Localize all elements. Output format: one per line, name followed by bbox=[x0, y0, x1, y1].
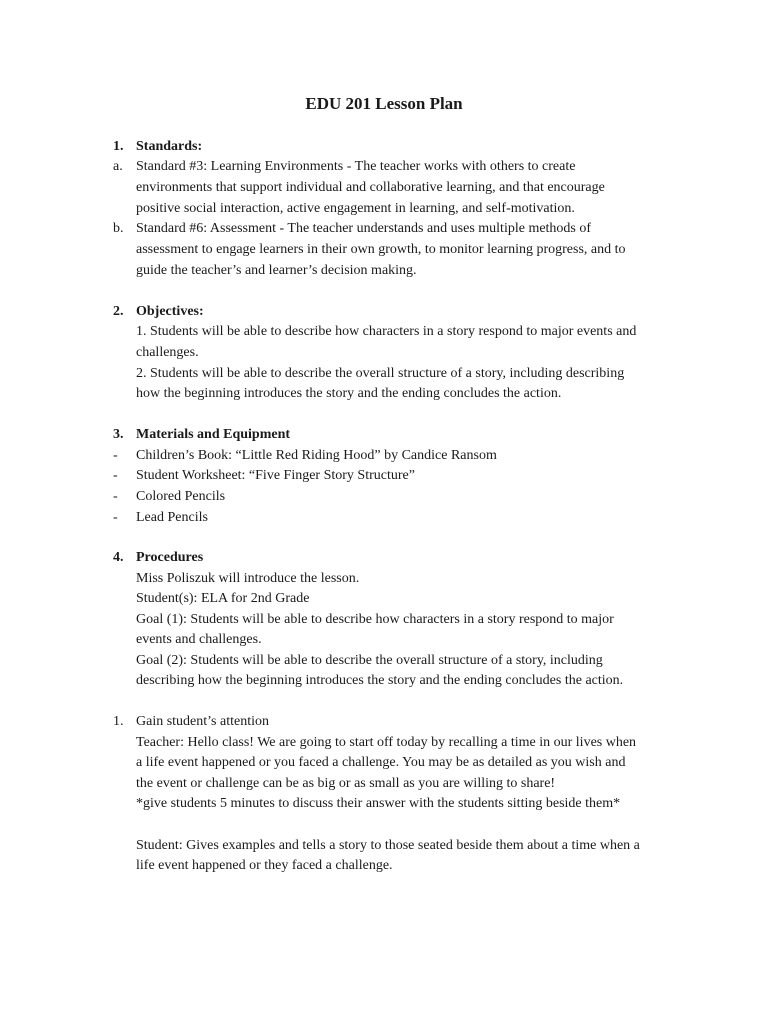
material-bullet: - bbox=[113, 510, 118, 525]
material-item: Children’s Book: “Little Red Riding Hood” by Candice Ransom bbox=[136, 448, 497, 463]
standard-a-line: positive social interaction, active engagement in learning, and self-motivation. bbox=[136, 201, 575, 216]
procedure-line: Goal (1): Students will be able to describe how characters in a story respond to major bbox=[136, 612, 614, 627]
section-number-procedures: 4. bbox=[113, 550, 124, 565]
standard-b-line: guide the teacher’s and learner’s decision making. bbox=[136, 263, 417, 278]
material-bullet: - bbox=[113, 448, 118, 463]
step-line: *give students 5 minutes to discuss their answer with the students sitting beside them* bbox=[136, 796, 621, 811]
section-heading-materials: Materials and Equipment bbox=[136, 427, 291, 442]
section-number-objectives: 2. bbox=[113, 304, 124, 319]
objective-line: how the beginning introduces the story and the ending concludes the action. bbox=[136, 386, 562, 401]
student-response-line: life event happened or they faced a challenge. bbox=[136, 858, 393, 873]
material-bullet: - bbox=[113, 468, 118, 483]
material-bullet: - bbox=[113, 489, 118, 504]
standard-b-line: assessment to engage learners in their own growth, to monitor learning progress, and to bbox=[136, 242, 626, 257]
section-heading-procedures: Procedures bbox=[136, 550, 204, 565]
objective-line: 2. Students will be able to describe the overall structure of a story, including describing bbox=[136, 366, 625, 381]
document-title: EDU 201 Lesson Plan bbox=[305, 94, 463, 113]
standard-b-marker: b. bbox=[113, 221, 124, 236]
standard-a-marker: a. bbox=[113, 159, 123, 174]
section-heading-objectives: Objectives: bbox=[136, 304, 204, 319]
procedure-line: Goal (2): Students will be able to describe the overall structure of a story, including bbox=[136, 653, 603, 668]
student-response-line: Student: Gives examples and tells a story to those seated beside them about a time when a bbox=[136, 838, 640, 853]
step-line: Teacher: Hello class! We are going to start off today by recalling a time in our lives when bbox=[136, 735, 637, 750]
step-1-number: 1. bbox=[113, 714, 124, 729]
section-number-standards: 1. bbox=[113, 139, 124, 154]
objective-line: challenges. bbox=[136, 345, 199, 360]
standard-a-line: Standard #3: Learning Environments - The teacher works with others to create bbox=[136, 159, 576, 174]
procedure-line: describing how the beginning introduces the story and the ending concludes the action. bbox=[136, 673, 624, 688]
material-item: Lead Pencils bbox=[136, 510, 208, 525]
material-item: Student Worksheet: “Five Finger Story Structure” bbox=[136, 468, 415, 483]
section-number-materials: 3. bbox=[113, 427, 124, 442]
standard-a-line: environments that support individual and collaborative learning, and that encourage bbox=[136, 180, 605, 195]
procedure-line: Student(s): ELA for 2nd Grade bbox=[136, 591, 310, 606]
step-line: Gain student’s attention bbox=[136, 714, 269, 729]
procedure-line: events and challenges. bbox=[136, 632, 262, 647]
section-heading-standards: Standards: bbox=[136, 139, 203, 154]
objective-line: 1. Students will be able to describe how characters in a story respond to major events and bbox=[136, 324, 637, 339]
step-line: the event or challenge can be as big or as small as you are willing to share! bbox=[136, 776, 556, 791]
material-item: Colored Pencils bbox=[136, 489, 226, 504]
procedure-line: Miss Poliszuk will introduce the lesson. bbox=[136, 571, 360, 586]
step-line: a life event happened or you faced a challenge. You may be as detailed as you wish and bbox=[136, 755, 626, 770]
standard-b-line: Standard #6: Assessment - The teacher understands and uses multiple methods of bbox=[136, 221, 592, 236]
